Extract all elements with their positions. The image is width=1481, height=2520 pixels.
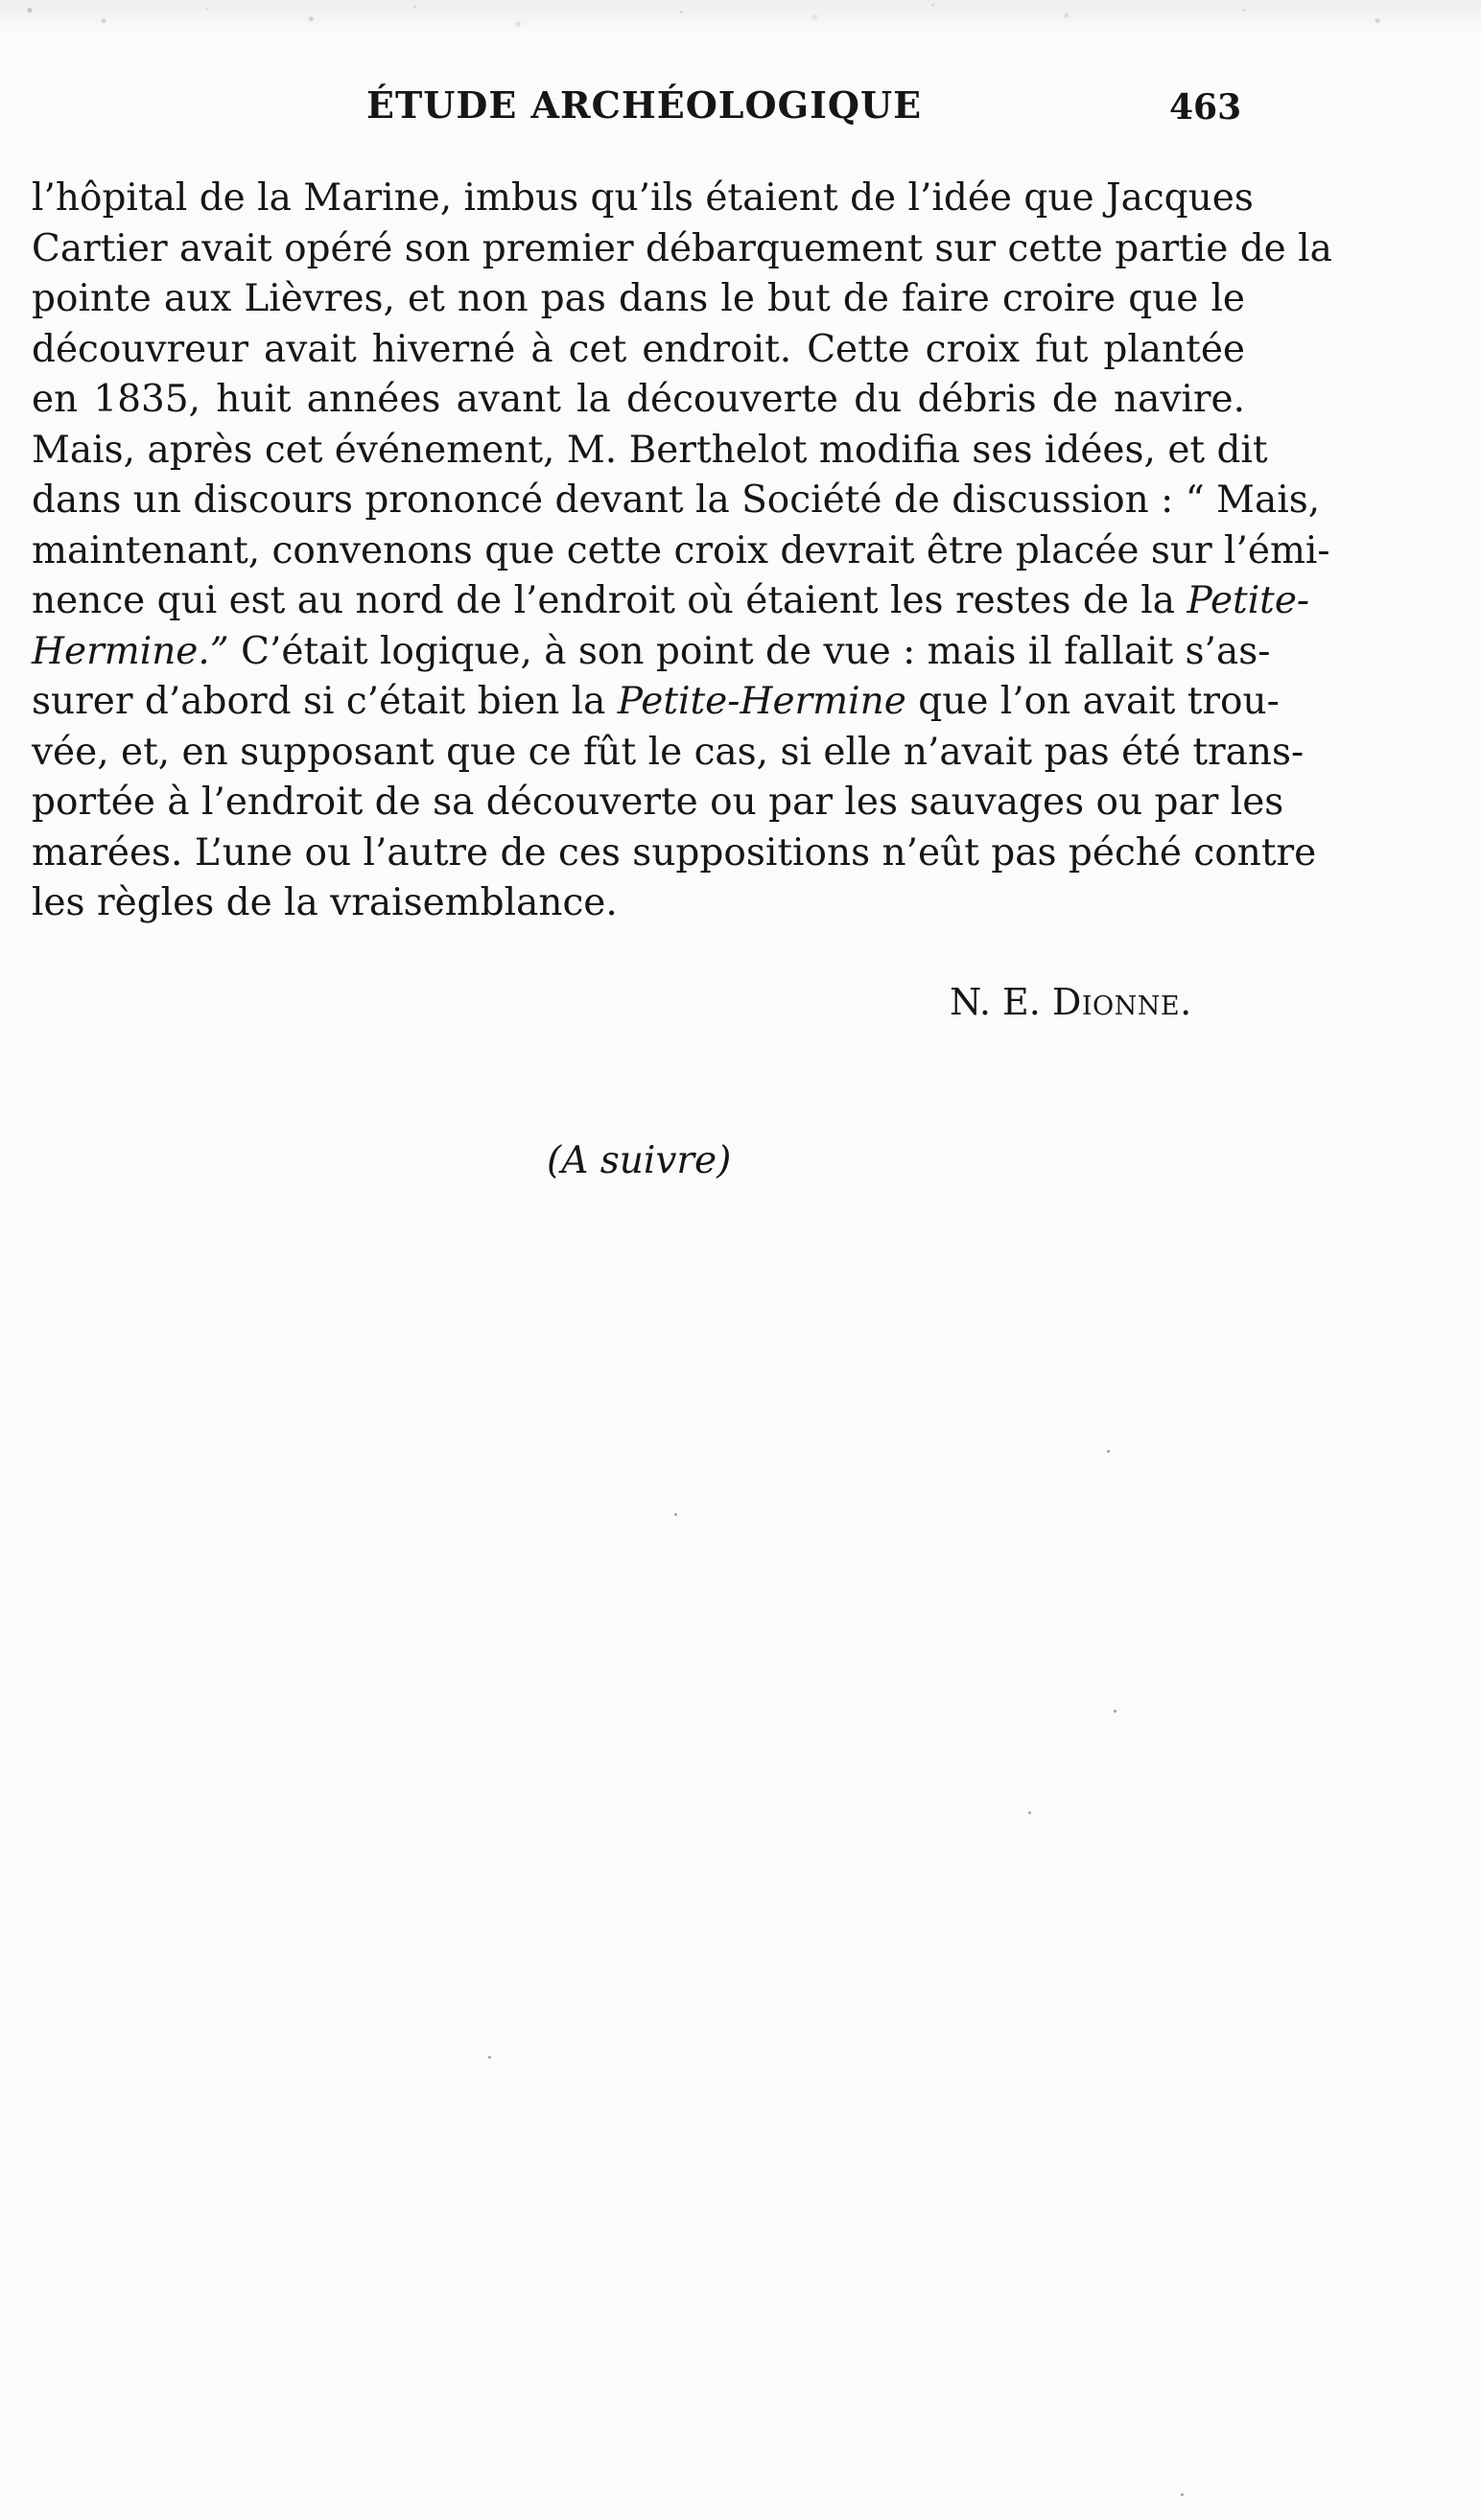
text-line: maintenant, convenons que cette croix devrait être placée sur l’émi- — [32, 528, 1330, 572]
paper-speck — [1107, 1450, 1110, 1453]
text-fragment: C’était logique, à son point de vue : mais il fallait s’as- — [241, 629, 1271, 673]
body-paragraph — [32, 174, 1332, 929]
text-line: l’hôpital de la Marine, imbus qu’ils étaient de l’idée que Jacques — [32, 176, 1254, 220]
text-line: les règles de la vraisemblance. — [32, 881, 618, 924]
text-line: en 1835, huit années avant la découverte du débris de navire. — [32, 378, 1245, 421]
text-line — [32, 576, 1310, 627]
text-line — [32, 677, 1280, 728]
paper-speck — [1114, 1710, 1117, 1713]
text-line: marées. L’une ou l’autre de ces suppositions n’eût pas péché contre — [32, 830, 1317, 875]
text-line: Cartier avait opéré son premier débarquement sur cette partie de la — [32, 226, 1332, 270]
author-initials: N. E. — [950, 981, 1041, 1023]
text-fragment: surer d’abord si c’était bien la — [32, 680, 606, 723]
page-number: 463 — [1169, 87, 1242, 128]
text-fragment: que l’on avait trou- — [918, 680, 1280, 723]
text-fragment: nence qui est au nord de l’endroit où étaient les restes de la — [32, 579, 1176, 622]
text-line — [32, 627, 1271, 678]
text-line: vée, et, en supposant que ce fût le cas, si elle n’avait pas été trans- — [32, 730, 1305, 774]
text-line: découvreur avait hiverné à cet endroit. Cette croix fut plantée — [32, 327, 1245, 371]
running-header-title: ÉTUDE ARCHÉOLOGIQUE — [366, 83, 923, 127]
italic-ship-name: Petite-Hermine — [617, 680, 906, 723]
italic-ship-name: Petite- — [1187, 579, 1310, 622]
author-signature — [950, 981, 1237, 1023]
text-line: portée à l’endroit de sa découverte ou par les sauvages ou par les — [32, 781, 1284, 824]
paper-speck — [1181, 2493, 1184, 2496]
paper-speck — [1028, 1811, 1031, 1814]
text-line: Mais, après cet événement, M. Berthelot modifia ses idées, et dit — [32, 428, 1268, 472]
text-line: dans un discours prononcé devant la Société de discussion : “ Mais, — [32, 478, 1321, 522]
author-surname: Dionne. — [1051, 981, 1192, 1023]
italic-ship-name: Hermine.” — [32, 629, 229, 673]
paper-speck — [674, 1513, 677, 1516]
paper-speck — [488, 2056, 491, 2059]
text-line: pointe aux Lièvres, et non pas dans le but de faire croire que le — [32, 277, 1245, 320]
continuation-note: (A suivre) — [547, 1139, 732, 1182]
